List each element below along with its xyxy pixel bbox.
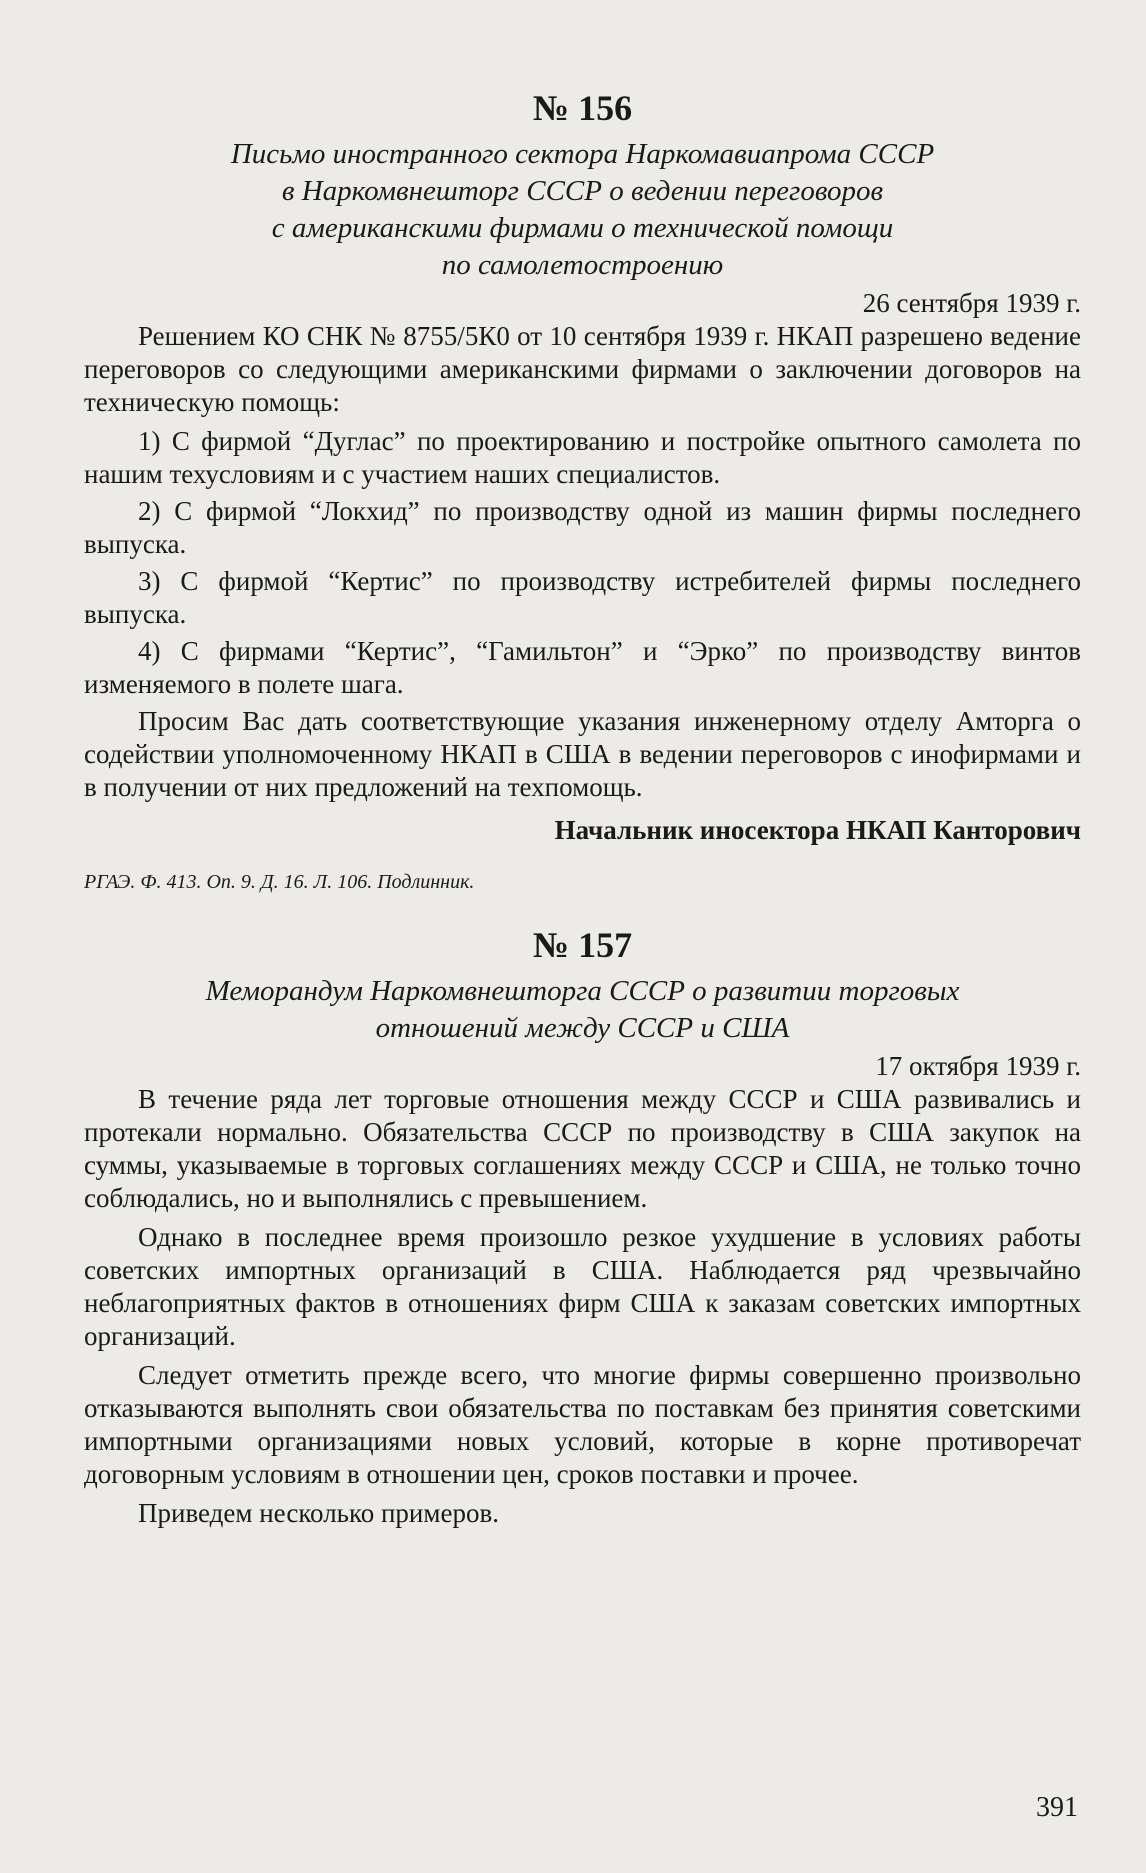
title-line: с американскими фирмами о технической помощи — [271, 212, 894, 244]
paragraph-request: Просим Вас дать соответствующие указания инженерному отделу Амторга о содействии уполномоченному НКАП в США в ведении переговоров с инофирмами и в получении от них предложений на техпомощь. — [84, 706, 1081, 802]
document-number: № 156 — [532, 88, 633, 128]
list-item: 1) С фирмой “Дуглас” по проектированию и постройке опытного самолета по нашим техусловиям и с участием наших специалистов. — [84, 426, 1081, 489]
paragraph: В течение ряда лет торговые отношения между СССР и США развивались и протекали нормально. Обязательства СССР по производству в США закупок на суммы, указываемые в торговых соглашениях между СССР и США, не только точно соблюдались, но и выполнялись с превышением. — [84, 1084, 1081, 1213]
paragraph: Следует отметить прежде всего, что многие фирмы совершенно произвольно отказываются выполнять свои обязательства по поставкам без принятия советскими импортными организациями новых условий, которые в корне противоречат договорным условиям в отношении цен, сроков поставки и прочее. — [84, 1360, 1081, 1489]
document-title — [84, 973, 1081, 1047]
document-number: № 157 — [532, 925, 633, 965]
list-item: 4) С фирмами “Кертис”, “Гамильтон” и “Эрко” по производству винтов изменяемого в полете шага. — [84, 636, 1081, 699]
title-line: Меморандум Наркомвнешторга СССР о развитии торговых — [205, 975, 960, 1007]
document-156 — [84, 86, 1081, 895]
title-line: по самолетостроению — [441, 249, 724, 281]
paragraph-intro: Решением КО СНК № 8755/5К0 от 10 сентября 1939 г. НКАП разрешено ведение переговоров со следующими американскими фирмами о заключении договоров на техническую помощь: — [84, 321, 1081, 417]
archive-reference: РГАЭ. Ф. 413. Оп. 9. Д. 16. Л. 106. Подлинник. — [84, 871, 475, 893]
list-item: 3) С фирмой “Кертис” по производству истребителей фирмы последнего выпуска. — [84, 566, 1081, 629]
title-line: Письмо иностранного сектора Наркомавиапрома СССР — [230, 138, 935, 170]
paragraph: Однако в последнее время произошло резкое ухудшение в условиях работы советских импортных организаций в США. Наблюдается ряд чрезвычайно неблагоприятных фактов в отношениях фирм США к заказам советских импортных организаций. — [84, 1222, 1081, 1351]
document-page — [84, 86, 1081, 1536]
signature: Начальник иносектора НКАП Канторович — [554, 815, 1081, 845]
document-title — [84, 136, 1081, 284]
document-date: 17 октября 1939 г. — [875, 1051, 1081, 1081]
title-line: в Наркомвнешторг СССР о ведении переговоров — [281, 175, 884, 207]
document-157 — [84, 923, 1081, 1530]
title-line: отношений между СССР и США — [375, 1012, 790, 1044]
page-number: 391 — [1036, 1792, 1078, 1823]
paragraph: Приведем несколько примеров. — [138, 1498, 499, 1528]
document-date: 26 сентября 1939 г. — [862, 288, 1081, 318]
list-item: 2) С фирмой “Локхид” по производству одной из машин фирмы последнего выпуска. — [84, 496, 1081, 559]
